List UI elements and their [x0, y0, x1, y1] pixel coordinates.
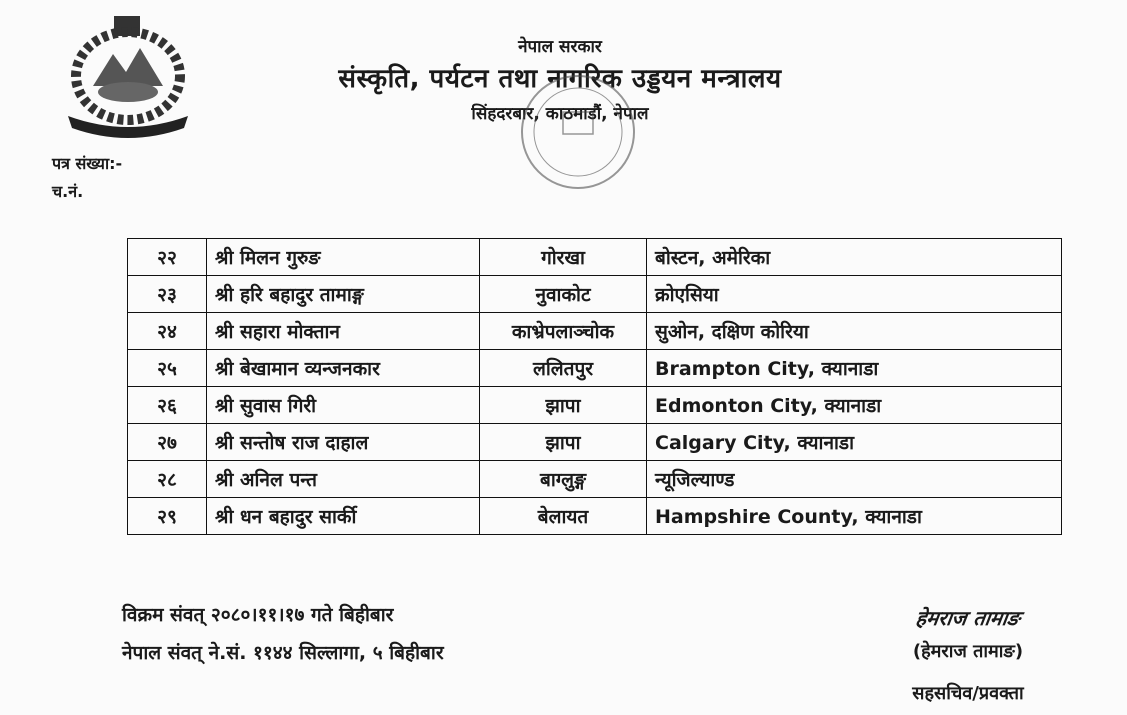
signature-block: [868, 604, 1068, 705]
row-number-cell: २५: [128, 350, 207, 387]
dispatch-number-label: च.नं.: [52, 182, 84, 201]
vikram-samvat-date: विक्रम संवत् २०८०।११।१७ गते बिहीबार: [122, 604, 394, 626]
handwritten-signature: हेमराज तामाङ: [914, 606, 1022, 630]
table-row: [128, 239, 1062, 276]
table-row: [128, 313, 1062, 350]
row-number-cell: २२: [128, 239, 207, 276]
district-cell: बाग्लुङ्ग: [480, 461, 647, 498]
government-emblem: [58, 14, 198, 139]
date-block: [122, 596, 444, 672]
official-stamp: [508, 72, 648, 192]
destination-cell: Edmonton City, क्यानाडा: [647, 387, 1062, 424]
table-row: [128, 461, 1062, 498]
reference-block: [52, 150, 122, 206]
row-number-cell: २९: [128, 498, 207, 535]
nominee-table: [127, 238, 1062, 535]
district-cell: गोरखा: [480, 239, 647, 276]
destination-cell: Brampton City, क्यानाडा: [647, 350, 1062, 387]
row-number-cell: २६: [128, 387, 207, 424]
signatory-title: सहसचिव/प्रवक्ता: [912, 683, 1024, 704]
destination-cell: बोस्टन, अमेरिका: [647, 239, 1062, 276]
district-cell: बेलायत: [480, 498, 647, 535]
ministry-address: सिंहदरबार, काठमाडौं, नेपाल: [471, 104, 649, 124]
table-row: [128, 424, 1062, 461]
district-cell: झापा: [480, 387, 647, 424]
person-name-cell: श्री सन्तोष राज दाहाल: [207, 424, 480, 461]
nepal-samvat-date: नेपाल संवत् ने.सं. ११४४ सिल्लागा, ५ बिहीबार: [122, 642, 444, 664]
signatory-name: (हेमराज तामाङ): [912, 641, 1024, 662]
destination-cell: Hampshire County, क्यानाडा: [647, 498, 1062, 535]
person-name-cell: श्री धन बहादुर सार्की: [207, 498, 480, 535]
table-row: [128, 276, 1062, 313]
ministry-name: संस्कृति, पर्यटन तथा नागरिक उड्डयन मन्त्रालय: [338, 64, 782, 94]
person-name-cell: श्री सुवास गिरी: [207, 387, 480, 424]
table-row: [128, 498, 1062, 535]
district-cell: ललितपुर: [480, 350, 647, 387]
destination-cell: न्यूजिल्याण्ड: [647, 461, 1062, 498]
destination-cell: सुओन, दक्षिण कोरिया: [647, 313, 1062, 350]
district-cell: नुवाकोट: [480, 276, 647, 313]
letter-number-label: पत्र संख्या:-: [52, 154, 123, 173]
government-name: नेपाल सरकार: [518, 37, 602, 57]
table-row: [128, 350, 1062, 387]
person-name-cell: श्री हरि बहादुर तामाङ्ग: [207, 276, 480, 313]
person-name-cell: श्री अनिल पन्त: [207, 461, 480, 498]
row-number-cell: २४: [128, 313, 207, 350]
destination-cell: Calgary City, क्यानाडा: [647, 424, 1062, 461]
destination-cell: क्रोएसिया: [647, 276, 1062, 313]
person-name-cell: श्री बेखामान व्यन्जनकार: [207, 350, 480, 387]
table-row: [128, 387, 1062, 424]
row-number-cell: २८: [128, 461, 207, 498]
row-number-cell: २७: [128, 424, 207, 461]
person-name-cell: श्री मिलन गुरुङ: [207, 239, 480, 276]
district-cell: काभ्रेपलाञ्चोक: [480, 313, 647, 350]
row-number-cell: २३: [128, 276, 207, 313]
district-cell: झापा: [480, 424, 647, 461]
person-name-cell: श्री सहारा मोक्तान: [207, 313, 480, 350]
